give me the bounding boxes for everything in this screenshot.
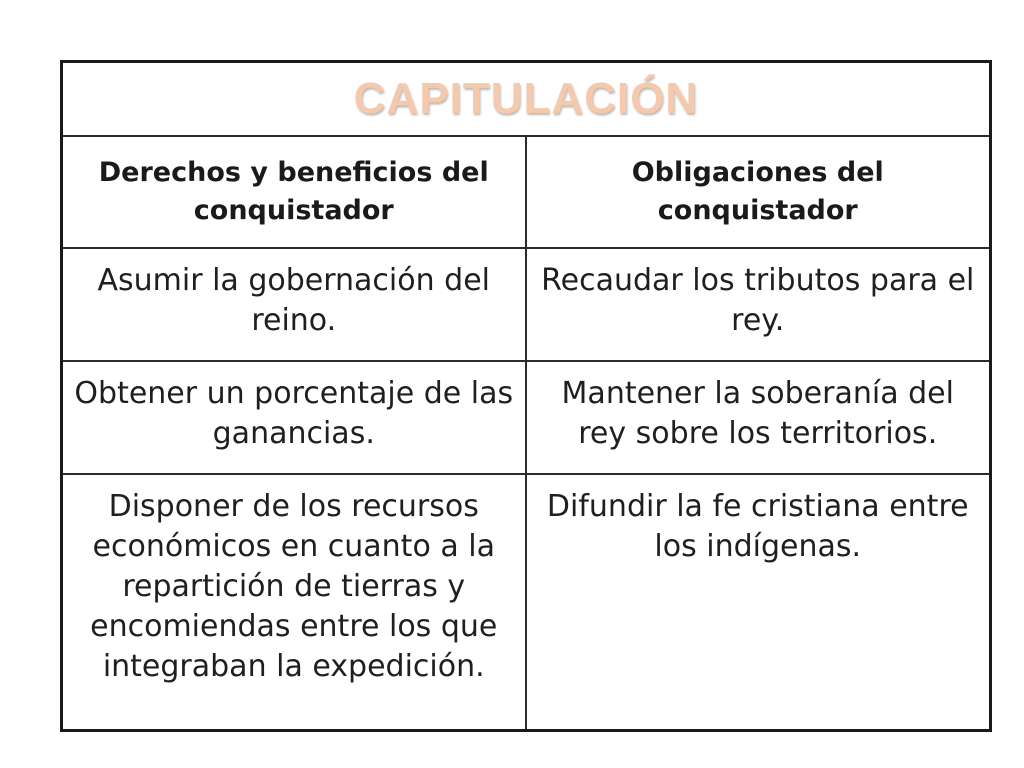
table-row xyxy=(62,248,991,361)
cell-text: Difundir la fe cristiana entre los indígenas. xyxy=(546,489,969,564)
cell-text: Obtener un porcentaje de las ganancias. xyxy=(74,376,514,451)
cell-text: Recaudar los tributos para el rey. xyxy=(541,263,975,338)
table-cell-obligations xyxy=(526,361,991,474)
table-cell-rights xyxy=(62,248,526,361)
cell-text: Asumir la gobernación del reino. xyxy=(97,263,491,338)
header-row xyxy=(62,136,991,248)
table-title: CAPITULACIÓN xyxy=(353,74,699,123)
table-row xyxy=(62,361,991,474)
capitulacion-table xyxy=(60,60,992,732)
cell-text: Disponer de los recursos económicos en cuanto a la repartición de tierras y encomiendas entre los que integraban la expedición. xyxy=(90,489,498,684)
title-row xyxy=(62,62,991,137)
header-rights: Derechos y beneficios del conquistador xyxy=(98,157,489,226)
table-cell-rights xyxy=(62,361,526,474)
header-cell-rights xyxy=(62,136,526,248)
title-cell xyxy=(62,62,991,137)
header-cell-obligations xyxy=(526,136,991,248)
table-row xyxy=(62,474,991,731)
table-cell-rights xyxy=(62,474,526,731)
cell-text: Mantener la soberanía del rey sobre los territorios. xyxy=(561,376,954,451)
header-obligations: Obligaciones del conquistador xyxy=(631,157,884,226)
table-cell-obligations xyxy=(526,248,991,361)
table-cell-obligations xyxy=(526,474,991,731)
